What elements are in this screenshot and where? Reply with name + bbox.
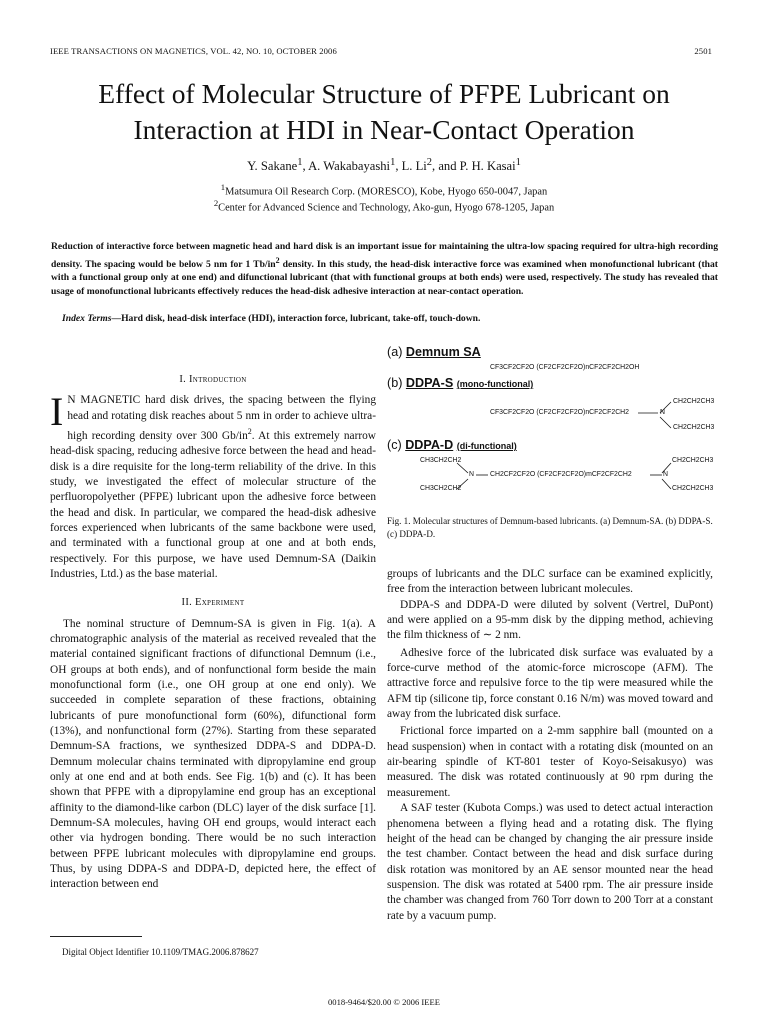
bond-line bbox=[457, 463, 468, 473]
running-header: IEEE TRANSACTIONS ON MAGNETICS, VOL. 42, NO. 10, OCTOBER 2006 bbox=[50, 46, 337, 56]
intro-text: N MAGNETIC hard disk drives, the spacing between the flying head and rotating disk reaches about 5 nm in order to achieve ultra-high recording density over 300 Gb/in bbox=[67, 394, 376, 442]
experiment-paragraph-1: The nominal structure of Demnum-SA is given in Fig. 1(a). A chromatographic analysis of the material as received revealed that the material contained significant fractions of difunctional Demnum (i.e., OH groups at both ends), and of nonfunctional form beside the main monofunctional form (i.e., one OH group at one end only). We succeeded in complete separation of these fractions, obtaining lubricants of pure monofunctional form (60%), difunctional form (13%), and nonfunctional form (27%). Starting from these separated Demnum-SA fractions, we synthesized DDPA-S and DDPA-D. Demnum molecular chains terminated with dipropylamine end group only at one end and at both ends. See Fig. 1(b) and (c). It has been shown that PFPE with a dipropylamine end group has an exceptional affinity to the diamond-like carbon (DLC) layer of the disk surface [1]. Demnum-SA molecules, having OH end groups, would interact each other via hydrogen bonding. There would be no such interaction between PFPE lubricant molecules with dipropylamine end groups. Thus, by using DDPA-S and DDPA-D, depicted here, the effect of interaction between end bbox=[50, 617, 376, 891]
author: Y. Sakane bbox=[247, 159, 298, 174]
intro-paragraph bbox=[50, 389, 377, 582]
panel-label: (c) bbox=[387, 438, 402, 452]
compound-type: (mono-functional) bbox=[456, 379, 534, 389]
experiment-paragraph-2: DDPA-S and DDPA-D were diluted by solvent (Vertrel, DuPont) and were applied on a 95-mm disk by the dipping method, achieving the film thickness of ∼ 2 nm. bbox=[387, 598, 713, 642]
author: , and P. H. Kasai bbox=[432, 159, 516, 174]
nitrogen-atom: N bbox=[663, 471, 668, 478]
intro-text: . At this extremely narrow head-disk spacing, reducing adhesive force between the head and head-disk is a dire requisite for the long-term reliability of the drive. In this study, we investigated the effect of molecular structure of the perfluoropolyether (PFPE) lubricant upon the adhesive force between the head and disk. In particular, we compared the head-disk adhesive forces experienced when lubricants of the same backbone were used, and terminated with a functional group at one and at both ends, respectively. For this purpose, we have used Demnum-SA (Daikin Industries, Ltd.) as the base material. bbox=[50, 429, 377, 580]
index-terms-label: Index Terms bbox=[62, 313, 112, 324]
demnum-sa-formula: CF3CF2CF2O (CF2CF2CF2O)nCF2CF2CH2OH bbox=[490, 364, 640, 371]
affiliation-mark: 2 bbox=[426, 157, 433, 168]
page-number: 2501 bbox=[694, 46, 712, 56]
superscript: 2 bbox=[247, 427, 252, 437]
section-heading-experiment: II. Experiment bbox=[181, 597, 245, 609]
left-column bbox=[50, 372, 376, 893]
right-column bbox=[387, 567, 713, 924]
section-heading-introduction: I. Introduction bbox=[179, 374, 247, 385]
figure-caption: Fig. 1. Molecular structures of Demnum-based lubricants. (a) Demnum-SA. (b) DDPA-S. (c) DDPA-D. bbox=[387, 516, 713, 539]
abstract-text: density. In this study, the head-disk interactive force was examined when monofunctional lubricant (that with a functional group only at one end) and difunctional lubricant (that with functional groups at both ends) were used, respectively. The study has revealed that usage of monofunctional lubricants effectively reduces the head-disk adhesive interaction at near-contact operation. bbox=[51, 258, 718, 297]
author: , L. Li bbox=[395, 159, 427, 174]
index-terms bbox=[51, 312, 718, 325]
compound-type: (di-functional) bbox=[456, 441, 517, 451]
affiliation-text: Center for Advanced Science and Technology, Ako-gun, Hyogo 678-1205, Japan bbox=[218, 202, 555, 214]
title-line-1: Effect of Molecular Structure of PFPE Lubricant on bbox=[98, 78, 670, 109]
propyl-group: CH2CH2CH3 bbox=[672, 485, 714, 492]
experiment-paragraph-3: Adhesive force of the lubricated disk surface was evaluated by a force-curve method of the atomic-force microscope (AFM). The attractive force and repulsive force to the tip were measured while the AFM tip (silicone tip, force constant 0.16 N/m) was moved toward and away from the lubricated disk surface. bbox=[387, 646, 713, 721]
bond-line bbox=[662, 479, 671, 489]
author-list bbox=[40, 157, 728, 174]
abstract bbox=[51, 240, 718, 299]
footnote-rule bbox=[50, 936, 142, 937]
affiliation-2 bbox=[40, 198, 728, 213]
nitrogen-atom: N bbox=[660, 409, 665, 416]
author: , A. Wakabayashi bbox=[302, 159, 391, 174]
drop-cap: I bbox=[50, 389, 64, 435]
index-terms-text: —Hard disk, head-disk interface (HDI), interaction force, lubricant, take-off, touch-down. bbox=[111, 313, 481, 324]
affiliation-mark: 1 bbox=[390, 157, 396, 168]
paper-title bbox=[40, 76, 728, 148]
bond-line bbox=[662, 463, 671, 473]
title-line-2: Interaction at HDI in Near-Contact Operation bbox=[133, 114, 635, 145]
ddpa-d-formula: CH2CF2CF2O (CF2CF2CF2O)mCF2CF2CH2 bbox=[490, 471, 632, 478]
molecular-bond-lines bbox=[380, 340, 725, 510]
affiliation-mark: 1 bbox=[220, 182, 226, 192]
copyright-footer: 0018-9464/$20.00 © 2006 IEEE bbox=[327, 997, 441, 1007]
experiment-paragraph-4: Frictional force imparted on a 2-mm sapphire ball (mounted on a head suspension) when in contact with a rotating disk (mounted on an air-bearing spindle of KT-801 tester of Koyo-Seisakusyo) was measured. The disk was rotated continuously at 90 rpm during the measurement. bbox=[387, 725, 713, 799]
compound-name: DDPA-S bbox=[405, 376, 454, 390]
superscript: 2 bbox=[275, 255, 280, 265]
affiliation-text: Matsumura Oil Research Corp. (MORESCO), Kobe, Hyogo 650-0047, Japan bbox=[225, 186, 548, 198]
bond-line bbox=[457, 479, 468, 489]
ddpa-s-formula: CF3CF2CF2O (CF2CF2CF2O)nCF2CF2CH2 bbox=[490, 409, 629, 416]
affiliation-mark: 2 bbox=[213, 198, 219, 208]
panel-label: (b) bbox=[387, 376, 403, 390]
affiliation-1 bbox=[40, 182, 728, 197]
compound-name: Demnum SA bbox=[405, 345, 481, 359]
affiliation-mark: 1 bbox=[515, 157, 521, 168]
propyl-group: CH3CH2CH2 bbox=[420, 457, 462, 464]
propyl-group: CH3CH2CH2 bbox=[420, 485, 462, 492]
experiment-paragraph-1-continued: groups of lubricants and the DLC surface can be examined explicitly, free from the interaction between lubricant molecules. bbox=[387, 568, 713, 596]
propyl-group: CH2CH2CH3 bbox=[673, 424, 715, 431]
bond-line bbox=[660, 402, 671, 413]
affiliation-mark: 1 bbox=[297, 157, 303, 168]
doi-footnote: Digital Object Identifier 10.1109/TMAG.2006.878627 bbox=[62, 947, 259, 957]
abstract-text: Reduction of interactive force between magnetic head and hard disk is an important issue for maintaining the ultra-low spacing required for ultra-high recording density. The spacing would be below 5 nm for 1 Tb/in bbox=[51, 241, 718, 270]
panel-label: (a) bbox=[387, 345, 403, 359]
propyl-group: CH2CH2CH3 bbox=[673, 398, 715, 405]
nitrogen-atom: N bbox=[469, 471, 474, 478]
bond-line bbox=[660, 417, 671, 428]
experiment-paragraph-5: A SAF tester (Kubota Comps.) was used to detect actual interaction phenomena between a flying head and a rotating disk. The flying height of the head can be changed by changing the air pressure inside the test chamber. Contact between the head and disk surface during disk rotation was monitored by an AE sensor mounted near the head suspension. The disk was rotated at 5400 rpm. The air pressure inside the chamber was changed from 760 Torr down to 200 Torr at a constant rate by a vacuum pump. bbox=[387, 802, 713, 922]
propyl-group: CH2CH2CH3 bbox=[672, 457, 714, 464]
compound-name: DDPA-D bbox=[405, 438, 454, 452]
